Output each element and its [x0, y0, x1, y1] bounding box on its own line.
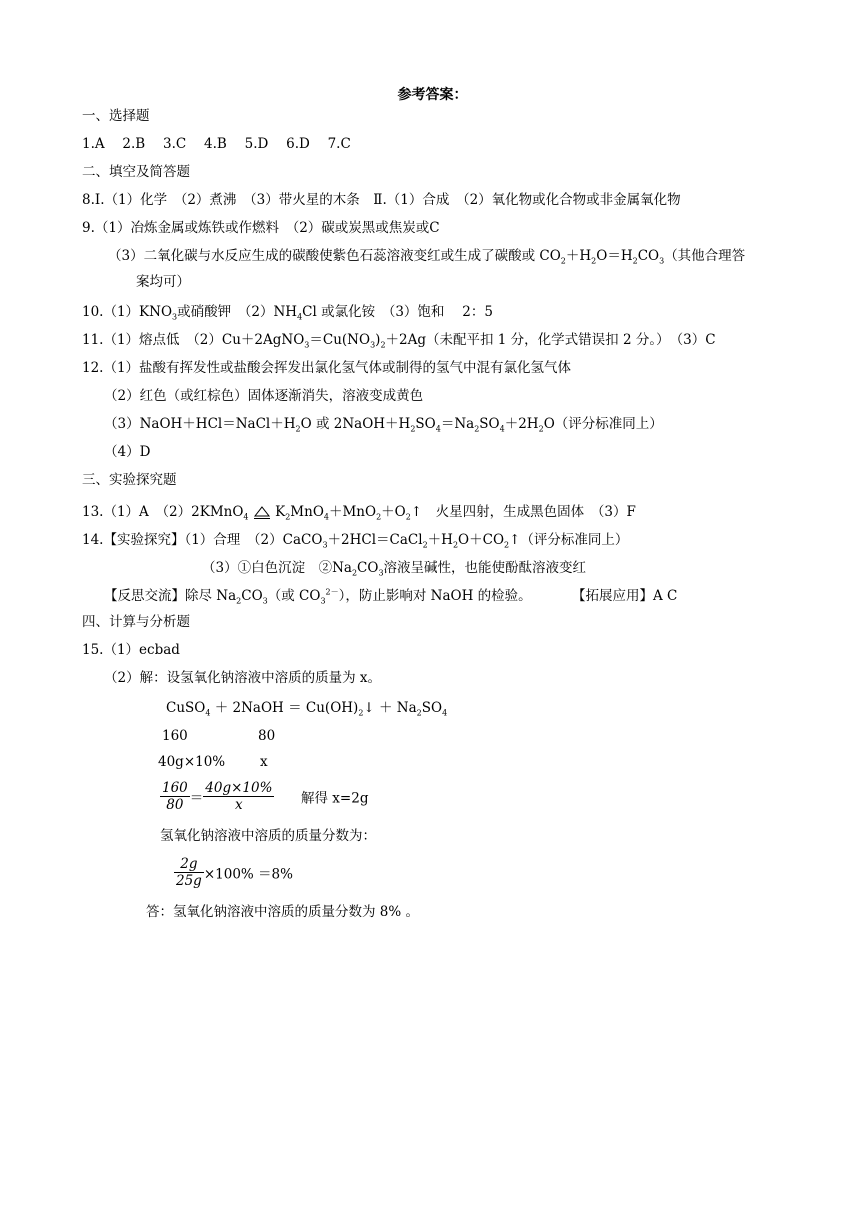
sub-4: 4: [442, 708, 448, 718]
q12-l3-text-a: （3）NaOH＋HCl＝NaCl＋H: [104, 416, 296, 432]
q10-text-c: Cl 或氯化铵 （3）饱和 2：5: [302, 304, 493, 320]
sub-2: 2: [376, 512, 382, 522]
q14-l3-text-c: （或 CO: [267, 588, 321, 604]
q12-l3-text-f: ＋2H: [504, 416, 539, 432]
sub-2: 2: [405, 512, 411, 522]
mass-fraction-label: 氢氧化钠溶液中溶质的质量分数为：: [160, 828, 376, 844]
heating-delta-icon: [253, 506, 271, 520]
frac-num: 160: [162, 780, 188, 796]
section-heading-experiment: 三、实验探究题: [82, 472, 177, 488]
sub-3: 3: [304, 340, 310, 350]
section-heading-fill: 二、填空及简答题: [82, 164, 190, 180]
sub-2: 2: [422, 540, 428, 550]
sub-4: 4: [323, 512, 329, 522]
q14-line3: [104, 586, 532, 606]
q8-answer: 8.Ⅰ.（1）化学 （2）煮沸 （3）带火星的木条 Ⅱ.（1）合成 （2）氧化物或化合物或非金属氧化物: [82, 192, 681, 208]
q14-l3-text-a: 【反思交流】除尽 Na: [104, 588, 237, 604]
q12-line2: （2）红色（或红棕色）固体逐渐消失，溶液变成黄色: [104, 388, 424, 404]
sub-2: 2: [236, 596, 242, 606]
q10-text-b: 或硝酸钾 （2）NH: [177, 304, 298, 320]
percent-row: [174, 856, 293, 889]
q9-line2-text-c: O＝H: [596, 248, 633, 264]
percent-result: ×100% ＝8%: [203, 866, 293, 883]
q12-line1: 12.（1）盐酸有挥发性或盐酸会挥发出氯化氢气体或制得的氢气中混有氯化氢气体: [82, 360, 572, 376]
q15-line1: 15.（1）ecbad: [82, 642, 180, 658]
q14-l2-text-a: （3）①白色沉淀 ②Na: [202, 560, 352, 576]
q9-line2-text-d: CO: [637, 248, 660, 264]
given-mass: 40g×10%: [158, 754, 226, 770]
fraction-mass-x: [203, 780, 274, 813]
q9-line2: [108, 246, 745, 266]
q13-text-b: K: [275, 504, 286, 520]
section-heading-calc: 四、计算与分析题: [82, 614, 190, 630]
q10-text-a: 10.（1）KNO: [82, 304, 173, 320]
equals-sign: ＝: [189, 790, 204, 807]
sub-2: 2: [560, 256, 566, 266]
q12-line4: （4）D: [104, 444, 151, 460]
sub-3: 3: [378, 568, 384, 578]
q11-text-c: ): [375, 332, 381, 348]
q14-l1-text-d: O＋CO: [458, 532, 505, 548]
sub-4: 4: [297, 312, 303, 322]
section-heading-choice: 一、选择题: [82, 108, 150, 124]
q10-answer: [82, 302, 493, 322]
sub-2: 2: [410, 424, 416, 434]
fraction-2g-25g: [174, 856, 204, 889]
q13-text-f: ↑ 火星四射，生成黑色固体 （3）F: [410, 504, 636, 520]
sub-3: 3: [320, 596, 326, 606]
fraction-160-80: [160, 780, 190, 813]
q12-l3-text-b: O 或 2NaOH＋H: [300, 416, 411, 432]
q12-line3: [104, 414, 663, 434]
sub-2: 2: [380, 340, 386, 350]
sub-2: 2: [358, 708, 364, 718]
q14-l1-text-e: ↑（评分标准同上）: [509, 532, 629, 548]
q12-l3-text-g: O（评分标准同上）: [543, 416, 663, 432]
sub-4: 4: [435, 424, 441, 434]
frac-den: 25g: [176, 873, 202, 889]
q9-line2-text-a: （3）二氧化碳与水反应生成的碳酸使紫色石蕊溶液变红或生成了碳酸或 CO: [108, 248, 561, 264]
q14-l3-text-d: ），防止影响对 NaOH 的检验。: [338, 588, 532, 604]
sub-2: 2: [351, 568, 358, 578]
q15-equation: [166, 698, 447, 718]
q13-text-d: ＋MnO: [328, 504, 377, 520]
eq-text-a: CuSO: [166, 700, 206, 716]
sub-4: 4: [205, 708, 211, 718]
q14-l2-text-b: CO: [357, 560, 379, 576]
eq-text-c: ↓ ＋ Na: [363, 700, 417, 716]
proportion-row: [160, 780, 368, 813]
solve-result: 解得 x=2g: [301, 790, 369, 807]
unknown-x: x: [260, 754, 268, 770]
q14-line2: [202, 558, 586, 578]
sub-4: 4: [499, 424, 505, 434]
q9-line2-text-e: （其他合理答: [664, 248, 746, 264]
q11-text-d: ＋2Ag（未配平扣 1 分，化学式错误扣 2 分。） （3）C: [385, 332, 716, 348]
sub-2: 2: [504, 540, 510, 550]
q14-line1: [82, 530, 628, 550]
sub-2: 2: [285, 512, 291, 522]
q13-text-e: ＋O: [381, 504, 406, 520]
sub-2: 2: [474, 424, 480, 434]
q9-line1: 9.（1）冶炼金属或炼铁或作燃料 （2）碳或炭黑或焦炭或C: [82, 220, 440, 236]
sub-2: 2: [591, 256, 597, 266]
sub-4: 4: [243, 512, 249, 522]
q14-l2-text-c: 溶液呈碱性，也能使酚酞溶液变红: [383, 560, 587, 576]
frac-den: x: [235, 797, 243, 813]
q14-l3-text-b: CO: [241, 588, 263, 604]
frac-num: 2g: [174, 856, 204, 873]
sub-2: 2: [295, 424, 301, 434]
q11-text-b: ＝Cu(NO: [309, 332, 371, 348]
choice-answers: 1.A 2.B 3.C 4.B 5.D 6.D 7.C: [82, 136, 351, 152]
frac-den: 80: [166, 797, 184, 813]
sub-2: 2: [538, 424, 544, 434]
sub-2: 2: [416, 708, 422, 718]
q13-text-a: 13.（1）A （2）2KMnO: [82, 504, 244, 520]
sub-3: 3: [322, 540, 328, 550]
q14-l1-text-b: ＋2HCl＝CaCl: [327, 532, 423, 548]
sup-charge: 2－: [325, 587, 339, 597]
q12-l3-text-d: ＝Na: [440, 416, 475, 432]
q9-line2-text-b: ＋H: [565, 248, 592, 264]
q13-answer: [82, 502, 636, 522]
molar-mass-2: 80: [258, 728, 276, 744]
q11-text-a: 11.（1）熔点低 （2）Cu＋2AgNO: [82, 332, 305, 348]
eq-text-b: ＋ 2NaOH ＝ Cu(OH): [214, 700, 359, 716]
sub-3: 3: [262, 596, 268, 606]
q12-l3-text-c: SO: [415, 416, 436, 432]
q14-l1-text-c: ＋H: [427, 532, 453, 548]
q12-l3-text-e: SO: [479, 416, 500, 432]
frac-num: 40g×10%: [205, 780, 273, 796]
q14-l1-text-a: 14.【实验探究】（1）合理 （2）CaCO: [82, 532, 323, 548]
sub-3: 3: [659, 256, 665, 266]
q15-line2: （2）解：设氢氧化钠溶液中溶质的质量为 x。: [104, 670, 381, 686]
sub-2: 2: [452, 540, 459, 550]
q13-text-c: MnO: [290, 504, 324, 520]
q11-answer: [82, 330, 716, 350]
q14-extension: 【拓展应用】A C: [572, 588, 678, 604]
molar-mass-1: 160: [162, 728, 188, 744]
sub-2: 2: [632, 256, 638, 266]
sub-3: 3: [172, 312, 178, 322]
sub-3: 3: [370, 340, 376, 350]
eq-text-d: SO: [421, 700, 443, 716]
page-title: 参考答案：: [397, 87, 468, 103]
final-answer: 答：氢氧化钠溶液中溶质的质量分数为 8% 。: [146, 904, 419, 920]
q9-line3: 案均可）: [136, 274, 190, 290]
